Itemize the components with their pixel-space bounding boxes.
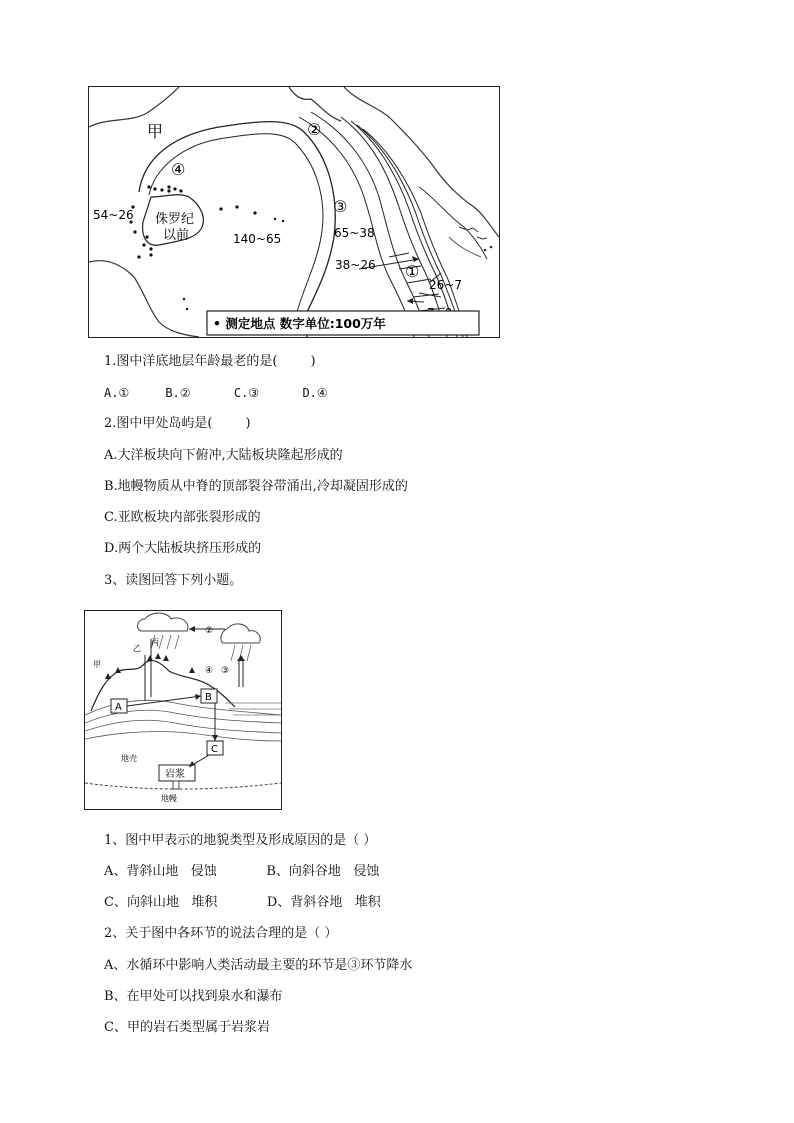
q1-stem: 1.图中洋底地层年龄最老的是( ) [104,354,316,369]
q2-stem: 2.图中甲处岛屿是( ) [104,416,251,431]
q2-option-b: B.地幔物质从中脊的顶部裂谷带涌出,冷却凝固形成的 [104,479,408,494]
rock-cycle-diagram [84,610,282,810]
q3-1-options-cd: C、向斜山地 堆积 D、背斜谷地 堆积 [104,895,381,910]
label-circle-3: ③ [333,197,348,216]
label-box-b: B [205,692,212,703]
label-jia: 甲 [93,660,101,669]
q2-option-a: A.大洋板块向下俯冲,大陆板块隆起形成的 [104,448,343,463]
label-bing: 丙 [151,638,159,647]
label-age-65-38: 65~38 [334,226,375,240]
label-circle-1: ① [405,262,420,281]
label-magma: 岩浆 [165,769,185,780]
q3-1-stem: 1、图中甲表示的地貌类型及形成原因的是（ ） [104,833,377,848]
label-age-26-7: 26~7 [429,278,462,292]
q1-options: A.① B.② C.③ D.④ [104,386,328,400]
label-age-54-26: 54~26 [93,208,134,222]
label-jurassic-1: 侏罗纪 [155,212,195,227]
q3-2-option-a: A、水循环中影响人类活动最主要的环节是③环节降水 [104,958,413,973]
label-circle-2: ② [205,626,214,636]
label-mantle: 地幔 [161,794,177,803]
label-jurassic-2: 以前 [163,228,190,243]
label-box-c: C [211,744,218,755]
label-age-38-26: 38~26 [335,258,376,272]
label-crust: 地壳 [121,754,137,763]
label-circle-2: ② [307,120,322,139]
q2-option-d: D.两个大陆板块挤压形成的 [104,541,262,556]
label-yi: 乙 [133,644,141,653]
q3-2-option-b: B、在甲处可以找到泉水和瀑布 [104,989,283,1004]
label-jia: 甲 [147,122,164,141]
seafloor-age-map [88,86,500,338]
label-circle-4: ④ [171,160,186,179]
section-3-heading: 3、读图回答下列小题。 [104,573,243,588]
q3-2-stem: 2、关于图中各环节的说法合理的是（ ） [104,926,338,941]
q3-1-options-ab: A、背斜山地 侵蚀 B、向斜谷地 侵蚀 [104,864,380,879]
map-legend: • 测定地点 数字单位:100万年 [213,316,386,331]
label-age-140-65: 140~65 [233,232,282,246]
label-box-a: A [115,702,122,713]
label-circle-3: ③ [221,666,230,676]
label-circle-4: ④ [205,666,214,676]
q2-option-c: C.亚欧板块内部张裂形成的 [104,510,261,525]
q3-2-option-c: C、甲的岩石类型属于岩浆岩 [104,1020,270,1035]
